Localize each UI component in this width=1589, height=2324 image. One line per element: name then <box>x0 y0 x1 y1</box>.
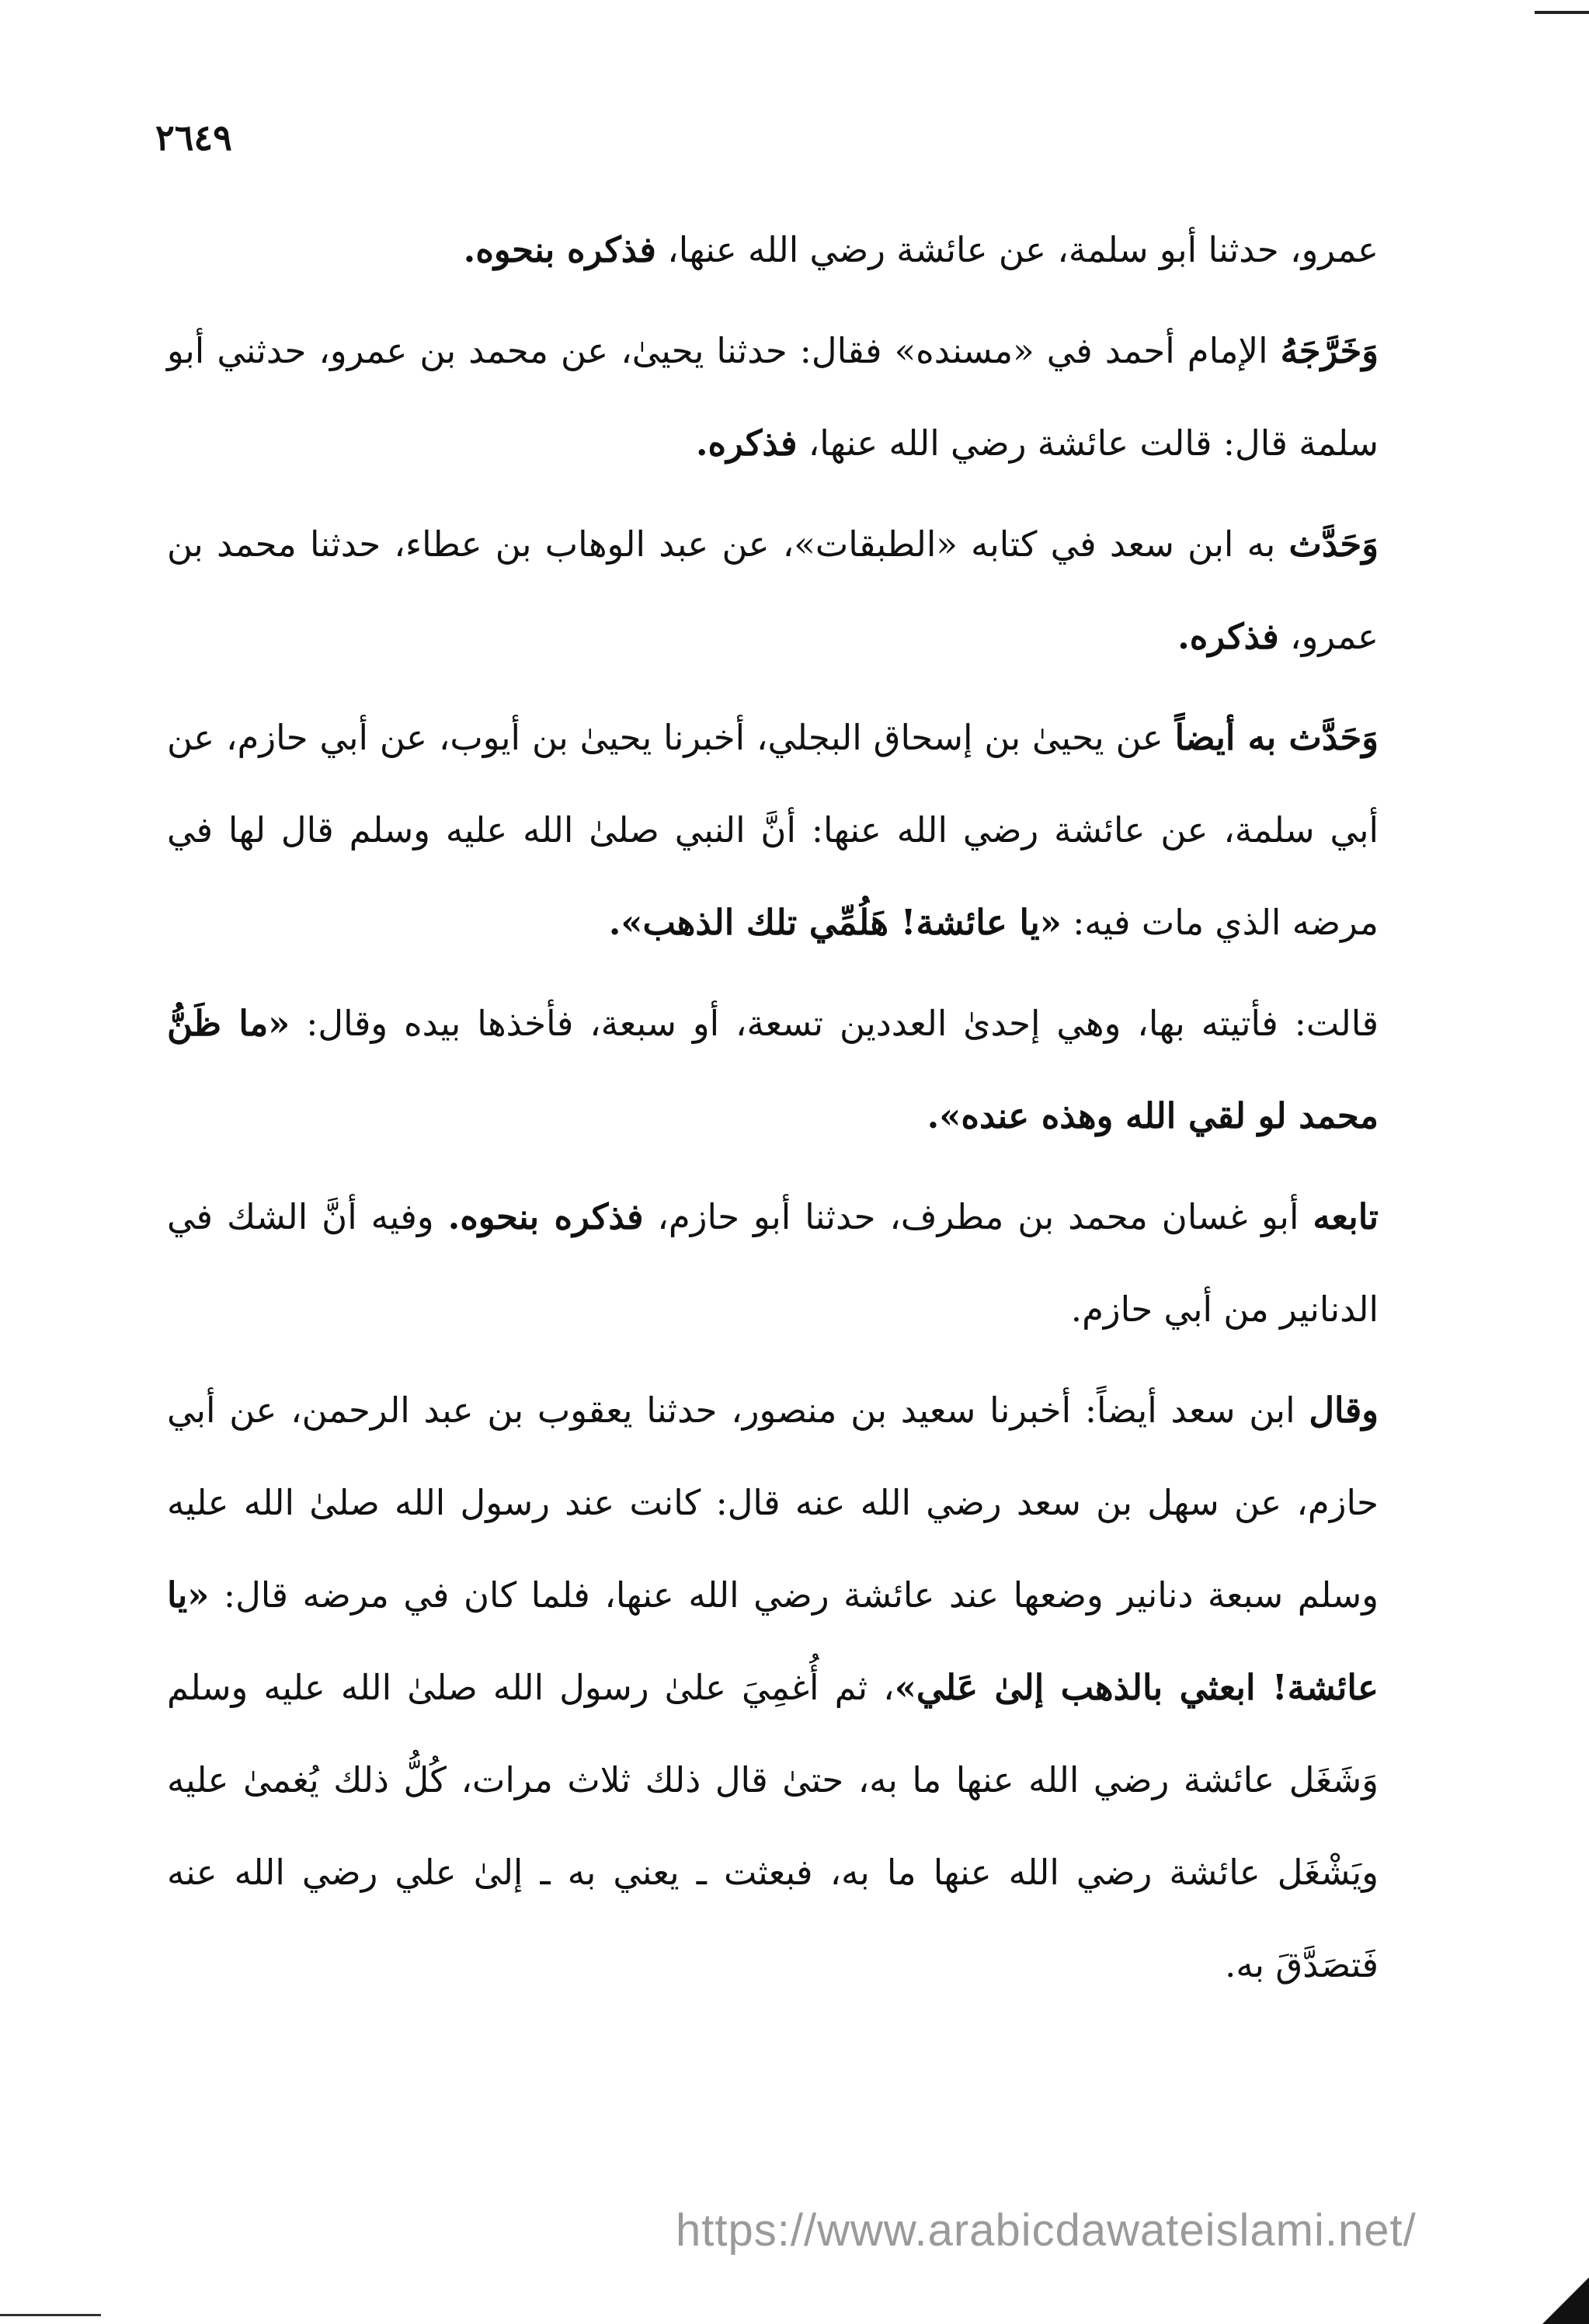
top-corner-mark <box>1535 0 1589 14</box>
text-run: به ابن سعد في كتابه «الطبقات»، عن عبد الوهاب بن عطاء، حدثنا محمد بن عمرو، <box>167 524 1379 657</box>
text-run-bold: فذكره. <box>1177 616 1279 657</box>
text-run-bold: وَحَدَّث <box>1288 524 1379 565</box>
paragraph-5 <box>167 977 1379 1162</box>
paragraph-3 <box>167 498 1379 683</box>
bottom-corner-mark <box>1542 2277 1589 2324</box>
text-run-bold: فذكره بنحوه. <box>447 1196 644 1237</box>
text-run: عن يحيىٰ بن إسحاق البجلي، أخبرنا يحيىٰ بن أيوب، عن أبي حازم، عن أبي سلمة، عن عائشة رضي الله عنها: أنَّ النبي صلىٰ الله عليه وسلم قال لها في مرضه الذي مات فيه: <box>167 717 1379 943</box>
paragraph-6 <box>167 1171 1379 1355</box>
document-body <box>167 204 1379 2011</box>
paragraph-4 <box>167 691 1379 969</box>
text-run-bold: فذكره. <box>695 423 798 464</box>
text-run-bold: فذكره بنحوه. <box>463 229 656 270</box>
text-run: ابن سعد أيضاً: أخبرنا سعيد بن منصور، حدثنا يعقوب بن عبد الرحمن، عن أبي حازم، عن سهل بن سعد رضي الله عنه قال: كانت عند رسول الله صلىٰ الله عليه وسلم سبعة دنانير وضعها عند عائشة رضي الله عنها، فلما كان في مرضه قال: <box>167 1390 1379 1616</box>
text-run-bold: «يا عائشة! ابعثي بالذهب إلىٰ عَلي» <box>167 1574 1379 1708</box>
text-run: قالت: فأتيته بها، وهي إحدىٰ العددين تسعة، أو سبعة، فأخذها بيده وقال: <box>290 1003 1379 1044</box>
paragraph-1 <box>167 204 1379 296</box>
text-run: ، ثم أُغمِيَ علىٰ رسول الله صلىٰ الله عليه وسلم وَشَغَل عائشة رضي الله عنها ما به، حتىٰ قال ذلك ثلاث مرات، كُلُّ ذلك يُغمىٰ عليه ويَشْغَل عائشة رضي الله عنها ما به، فبعثت ـ يعني به ـ إلىٰ علي رضي الله عنه فَتصَدَّقَ به. <box>167 1667 1379 1985</box>
text-run-bold: وقال <box>1309 1390 1379 1431</box>
text-run: أبو غسان محمد بن مطرف، حدثنا أبو حازم، <box>643 1196 1313 1237</box>
text-run-bold: وَخَرَّجَهُ <box>1280 330 1379 371</box>
text-run: وفيه أنَّ الشك في الدنانير من أبي حازم. <box>167 1196 1379 1330</box>
text-run: الإمام أحمد في «مسنده» فقال: حدثنا يحيىٰ، عن محمد بن عمرو، حدثني أبو سلمة قال: قالت عائشة رضي الله عنها، <box>167 330 1379 464</box>
text-run-bold: تابعه <box>1313 1196 1379 1237</box>
text-run-bold: «يا عائشة! هَلُمِّي تلك الذهب». <box>608 902 1062 943</box>
paragraph-7 <box>167 1364 1379 2011</box>
text-run: عمرو، حدثنا أبو سلمة، عن عائشة رضي الله عنها، <box>655 229 1379 270</box>
text-run-bold: «ما ظَنُّ محمد لو لقي الله وهذه عنده». <box>167 1003 1379 1136</box>
text-run-bold: وَحَدَّث به أيضاً <box>1174 717 1379 758</box>
page-number: ٢٦٤٩ <box>155 117 232 158</box>
paragraph-2 <box>167 304 1379 489</box>
bottom-rule <box>0 2314 101 2316</box>
watermark-url: https://www.arabicdawateislami.net/ <box>676 2205 1417 2256</box>
